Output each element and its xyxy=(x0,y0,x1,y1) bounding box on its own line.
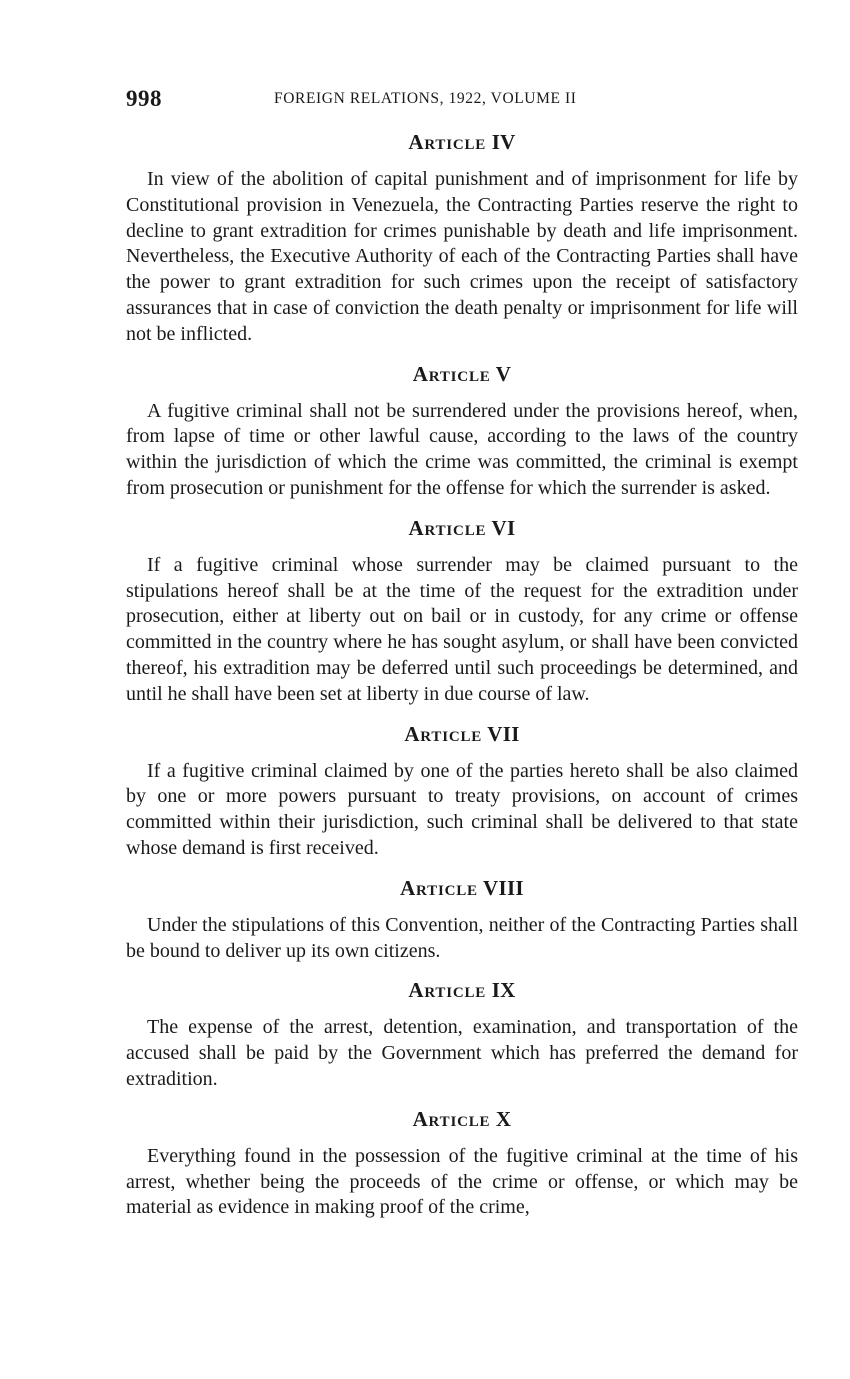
article-body: Under the stipulations of this Convention, neither of the Contracting Parties shall be bound to deliver up its own citizens. xyxy=(126,913,798,962)
article-numeral: X xyxy=(495,1106,512,1131)
article-numeral: VIII xyxy=(483,875,524,900)
article-word: Article xyxy=(408,978,487,1003)
article-heading xyxy=(126,130,798,155)
article-numeral: IX xyxy=(491,978,516,1003)
article-body: If a fugitive criminal whose surrender may be claimed pursuant to the stipulations hereof shall be at the time of the request for the extradition under prosecution, either at liberty out on bail or in custody, for any crime or offense committed in the country where he has sought asylum, or shall have been convicted thereof, his extradition may be deferred until such proceedings be determined, and until he shall have been set at liberty in due course of law. xyxy=(126,553,798,705)
article-vi xyxy=(126,516,798,708)
article-heading xyxy=(126,362,798,387)
running-title: FOREIGN RELATIONS, 1922, VOLUME II xyxy=(274,90,577,107)
document-page xyxy=(126,84,798,1221)
article-word: Article xyxy=(412,361,491,386)
article-word: Article xyxy=(412,1106,491,1131)
article-word: Article xyxy=(400,875,478,900)
article-heading xyxy=(126,876,798,901)
article-numeral: V xyxy=(495,361,512,386)
page-number: 998 xyxy=(126,86,162,111)
article-body: A fugitive criminal shall not be surrendered under the provisions hereof, when, from lapse of time or other lawful cause, according to the laws of the country within the jurisdiction of which the crime was committed, the criminal is exempt from prosecution or punishment for the offense for which the surrender is asked. xyxy=(126,399,798,499)
article-body: The expense of the arrest, detention, examination, and transportation of the accused shall be paid by the Government which has preferred the demand for extradition. xyxy=(126,1016,798,1090)
article-viii xyxy=(126,876,798,965)
article-v xyxy=(126,362,798,502)
running-head xyxy=(126,84,798,118)
article-x xyxy=(126,1107,798,1221)
article-numeral: IV xyxy=(491,130,516,154)
article-heading xyxy=(126,978,798,1003)
article-iv xyxy=(126,130,798,348)
article-ix xyxy=(126,978,798,1092)
article-numeral: VI xyxy=(491,515,516,540)
article-word: Article xyxy=(408,515,487,540)
article-vii xyxy=(126,722,798,862)
article-body: In view of the abolition of capital punishment and of imprisonment for life by Constitutional provision in Venezuela, the Contracting Parties reserve the right to decline to grant extradition for crimes punishable by death and life imprisonment. Nevertheless, the Executive Authority of each of the Contracting Parties shall have the power to grant extradition for such crimes upon the receipt of satisfactory assurances that in case of conviction the death penalty or imprisonment for life will not be inflicted. xyxy=(126,168,798,345)
article-numeral: VII xyxy=(487,721,520,746)
article-heading xyxy=(126,722,798,747)
article-word: Article xyxy=(408,130,487,154)
article-word: Article xyxy=(404,721,483,746)
article-body: If a fugitive criminal claimed by one of the parties hereto shall be also claimed by one or more powers pursuant to treaty provisions, on account of crimes committed within their jurisdiction, such criminal shall be delivered to that state whose demand is first received. xyxy=(126,759,798,859)
article-heading xyxy=(126,516,798,541)
article-heading xyxy=(126,1107,798,1132)
article-body: Everything found in the possession of the fugitive criminal at the time of his arrest, whether being the proceeds of the crime or offense, or which may be material as evidence in making proof of the crime, xyxy=(126,1144,798,1219)
